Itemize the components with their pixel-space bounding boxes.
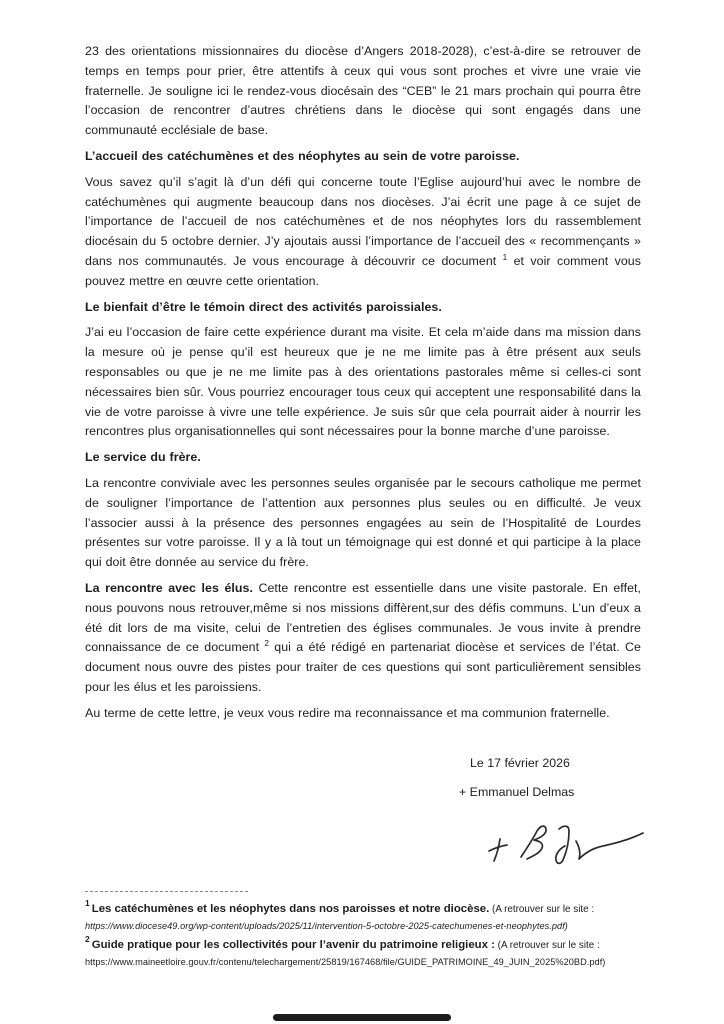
footnote-2-number: 2	[85, 933, 90, 944]
paragraph-catechumenes-text: Vous savez qu’il s’agit là d’un défi qui concerne toute l’Eglise aujourd’hui avec le nombre de catéchumènes qui augmente beaucoup dans nos diocèses. J’ai écrit une page à ce sujet de l’importance de l’accueil de nos catéchumènes et de nos néophytes lors du rassemblement diocésain du 5 octobre dernier. J’y ajoutais aussi l’importance de l’accueil des « recommençants » dans nos communautés. Je vous encourage à découvrir ce document	[85, 174, 641, 268]
paragraph-conclusion: Au terme de cette lettre, je veux vous redire ma reconnaissance et ma communion fraternelle.	[85, 705, 610, 720]
signatory-name: + Emmanuel Delmas	[459, 785, 575, 800]
footnotes-block	[85, 897, 641, 970]
home-indicator-bar[interactable]	[273, 1014, 451, 1021]
heading-accueil-catechumenes: L’accueil des catéchumènes et des néophytes au sein de votre paroisse.	[85, 148, 520, 163]
paragraph-catechumenes	[85, 173, 641, 292]
paragraph-intro: 23 des orientations missionnaires du diocèse d’Angers 2018-2028), c’est-à-dire se retrouver de temps en temps pour prier, être attentifs à ceux qui vous sont proches et vivre une vraie vie fraternelle. Je souligne ici le rendez-vous diocésain des “CEB” le 21 mars prochain qui pourra être l’occasion de rencontrer d’autres chrétiens dans le diocèse qui sont engagés dans une communauté ecclésiale de base.	[85, 44, 641, 138]
footnote-2	[85, 933, 641, 954]
footnote-2-title: Guide pratique pour les collectivités pour l’avenir du patrimoine religieux :	[91, 939, 495, 952]
closing-block	[459, 754, 641, 804]
paragraph-elus-text-end: qui a été rédigé en partenariat diocèse et services de l’état. Ce document nous ouvre des pistes pour traiter de ces questions qui sont particulièrement sensibles pour les élus et les paroissiens.	[85, 640, 641, 694]
handwritten-signature	[481, 815, 651, 877]
paragraph-temoin: J’ai eu l’occasion de faire cette expérience durant ma visite. Et cela m’aide dans ma mission dans la mesure où je pense qu’il est heureux que je ne me limite pas à être présent aux seuls responsables ou que je ne me limite pas à des orientations pastorales même si celles-ci sont nécessaires bien sûr. Vous pourriez encourager tous ceux qui acceptent une responsabilité dans la vie de votre paroisse à vivre une telle expérience. Je suis sûr que cela pourrait aider à nourrir les rencontres plus organisationnelles qui sont nécessaires pour la bonne marche d’une paroisse.	[85, 325, 641, 439]
footnote-1-number: 1	[85, 897, 90, 908]
paragraph-service-frere: La rencontre conviviale avec les personnes seules organisée par le secours catholique me permet de souligner l’importance de l’attention aux personnes plus seules ou en difficulté. Je veux l’associer aussi à la présence des personnes engagées au sein de l’Hospitalité de Lourdes présentes sur votre paroisse. Il y a là tout un témoignage qui est donné et qui participe à la place qui doit être donnée au service du frère.	[85, 475, 641, 570]
footnote-ref-1: 1	[502, 252, 508, 262]
paragraph-elus	[85, 579, 641, 698]
footnote-1-url: https://www.diocese49.org/wp-content/uploads/2025/11/intervention-5-octobre-2025-catechumenes-et-neophytes.pdf)	[85, 920, 568, 931]
letter-date: Le 17 février 2026	[470, 755, 570, 770]
footnote-1-title: Les catéchumènes et les néophytes dans nos paroisses et notre diocèse.	[91, 903, 490, 916]
paragraph-elus-text: Cette rencontre est essentielle dans une visite pastorale. En effet, nous pouvons nous retrouver,même si nos missions diffèrent,sur des défis communs. L’un d’eux a été dit lors de ma visite, celui de l’entretien des églises communales. Je vous invite à prendre connaissance de ce document	[85, 580, 641, 655]
signature-ink	[481, 815, 651, 877]
footnote-separator	[85, 891, 248, 892]
footnote-1	[85, 897, 641, 918]
footnote-1-note: (A retrouver sur le site :	[489, 904, 595, 916]
footnote-2-note: (A retrouver sur le site :	[494, 940, 600, 952]
heading-service-frere: Le service du frère.	[85, 450, 201, 465]
footnote-2-url: https://www.maineetloire.gouv.fr/contenu/telechargement/25819/167468/file/GUIDE_PATRIMOINE_49_JUIN_2025%20BD.pdf)	[85, 956, 606, 967]
letter-body	[85, 42, 641, 972]
paragraph-catechumenes-text-end: et voir comment vous pouvez mettre en œuvre cette orientation.	[85, 253, 641, 288]
heading-bienfait-temoin: Le bienfait d’être le témoin direct des activités paroissiales.	[85, 299, 442, 314]
paragraph-elus-lead: La rencontre avec les élus.	[85, 580, 253, 595]
footnote-ref-2: 2	[264, 639, 270, 649]
